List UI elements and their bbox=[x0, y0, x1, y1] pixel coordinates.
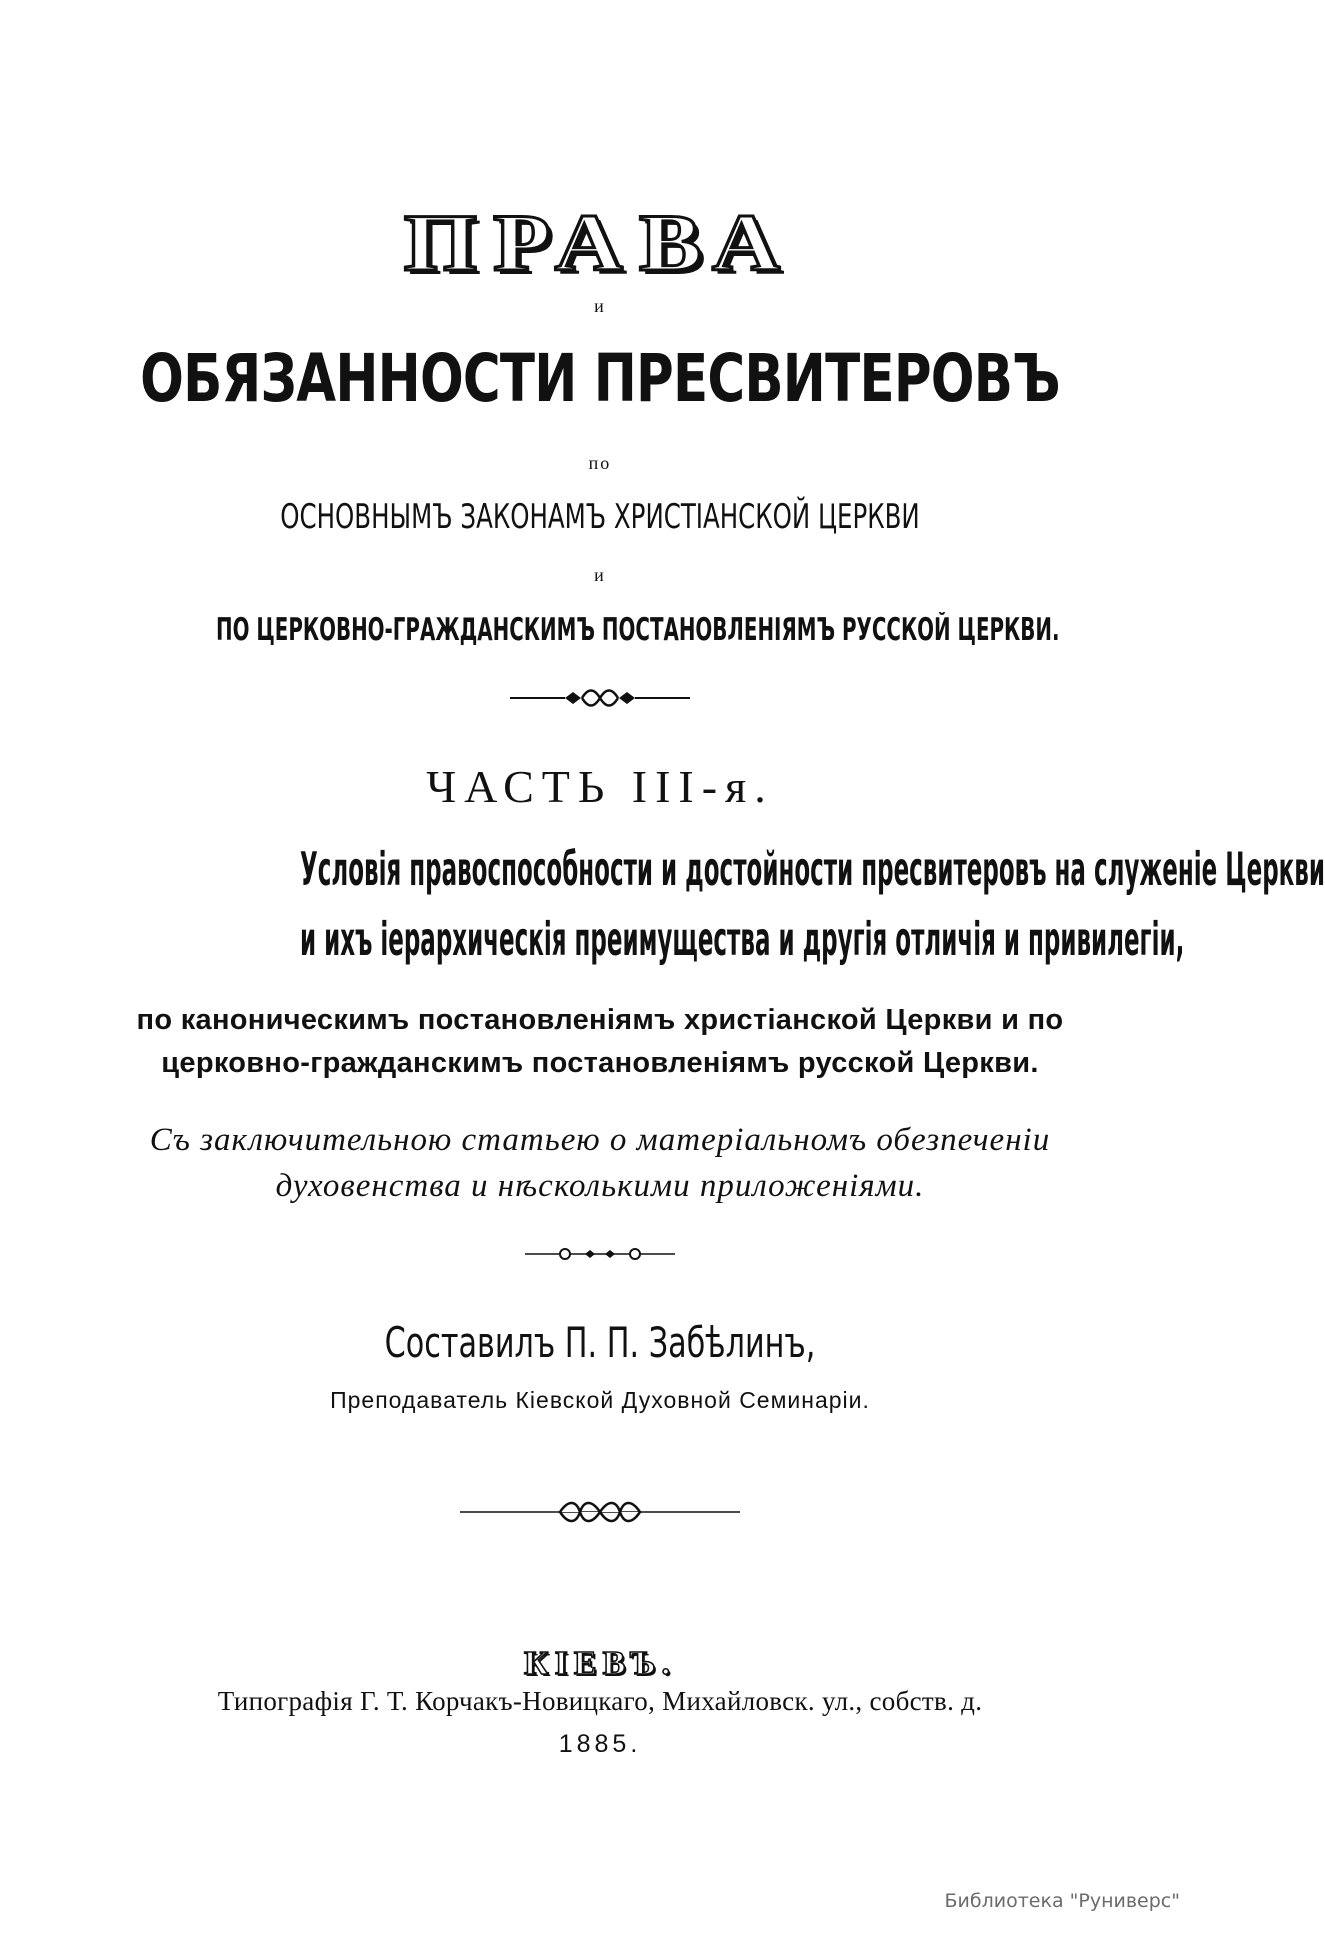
canon-line-1: по каноническимъ постановленіямъ христіанской Церкви и по bbox=[136, 1004, 1064, 1036]
author: Составилъ П. П. Забѣлинъ, bbox=[384, 1318, 816, 1367]
laws-line: ОСНОВНЫМЪ ЗАКОНАМЪ ХРИСТІАНСКОЙ ЦЕРКВИ bbox=[280, 497, 920, 537]
publication-year: 1885. bbox=[558, 1730, 642, 1758]
printing-house: Типографія Г. Т. Корчакъ-Новицкаго, Михайловск. ул., собств. д. bbox=[217, 1686, 983, 1716]
ornament-divider-1 bbox=[0, 686, 1200, 716]
part-description-line-2: и ихъ іерархическія преимущества и другія отличія и привилегіи, bbox=[300, 912, 1185, 966]
library-watermark: Библиотека "Руниверс" bbox=[944, 1890, 1180, 1912]
preposition-by: по bbox=[588, 453, 612, 473]
part-number: ЧАСТЬ III-я. bbox=[426, 761, 774, 812]
conjunction-and-2: и bbox=[594, 565, 606, 585]
decrees-line: ПО ЦЕРКОВНО-ГРАЖДАНСКИМЪ ПОСТАНОВЛЕНІЯМЪ РУССКОЙ ЦЕРКВИ. bbox=[216, 612, 1060, 648]
author-role: Преподаватель Кіевской Духовной Семинаріи. bbox=[330, 1387, 870, 1413]
canon-line-2: церковно-гражданскимъ постановленіямъ русской Церкви. bbox=[161, 1047, 1039, 1079]
part-description-line-1: Условія правоспособности и достойности пресвитеровъ на служеніе Церкви bbox=[300, 842, 1325, 896]
conjunction-and: и bbox=[594, 296, 606, 316]
book-subtitle: ОБЯЗАННОСТИ ПРЕСВИТЕРОВЪ bbox=[140, 340, 1060, 417]
supplement-line-2: духовенства и нѣсколькими приложеніями. bbox=[275, 1168, 925, 1204]
book-title: ПРАВА bbox=[403, 197, 797, 288]
ornament-divider-3 bbox=[0, 1500, 1200, 1530]
supplement-line-1: Съ заключительною статьею о матеріальномъ обезпеченіи bbox=[149, 1122, 1051, 1158]
ornament-divider-2 bbox=[0, 1244, 1200, 1274]
publication-city: КІЕВЪ. bbox=[524, 1645, 676, 1682]
